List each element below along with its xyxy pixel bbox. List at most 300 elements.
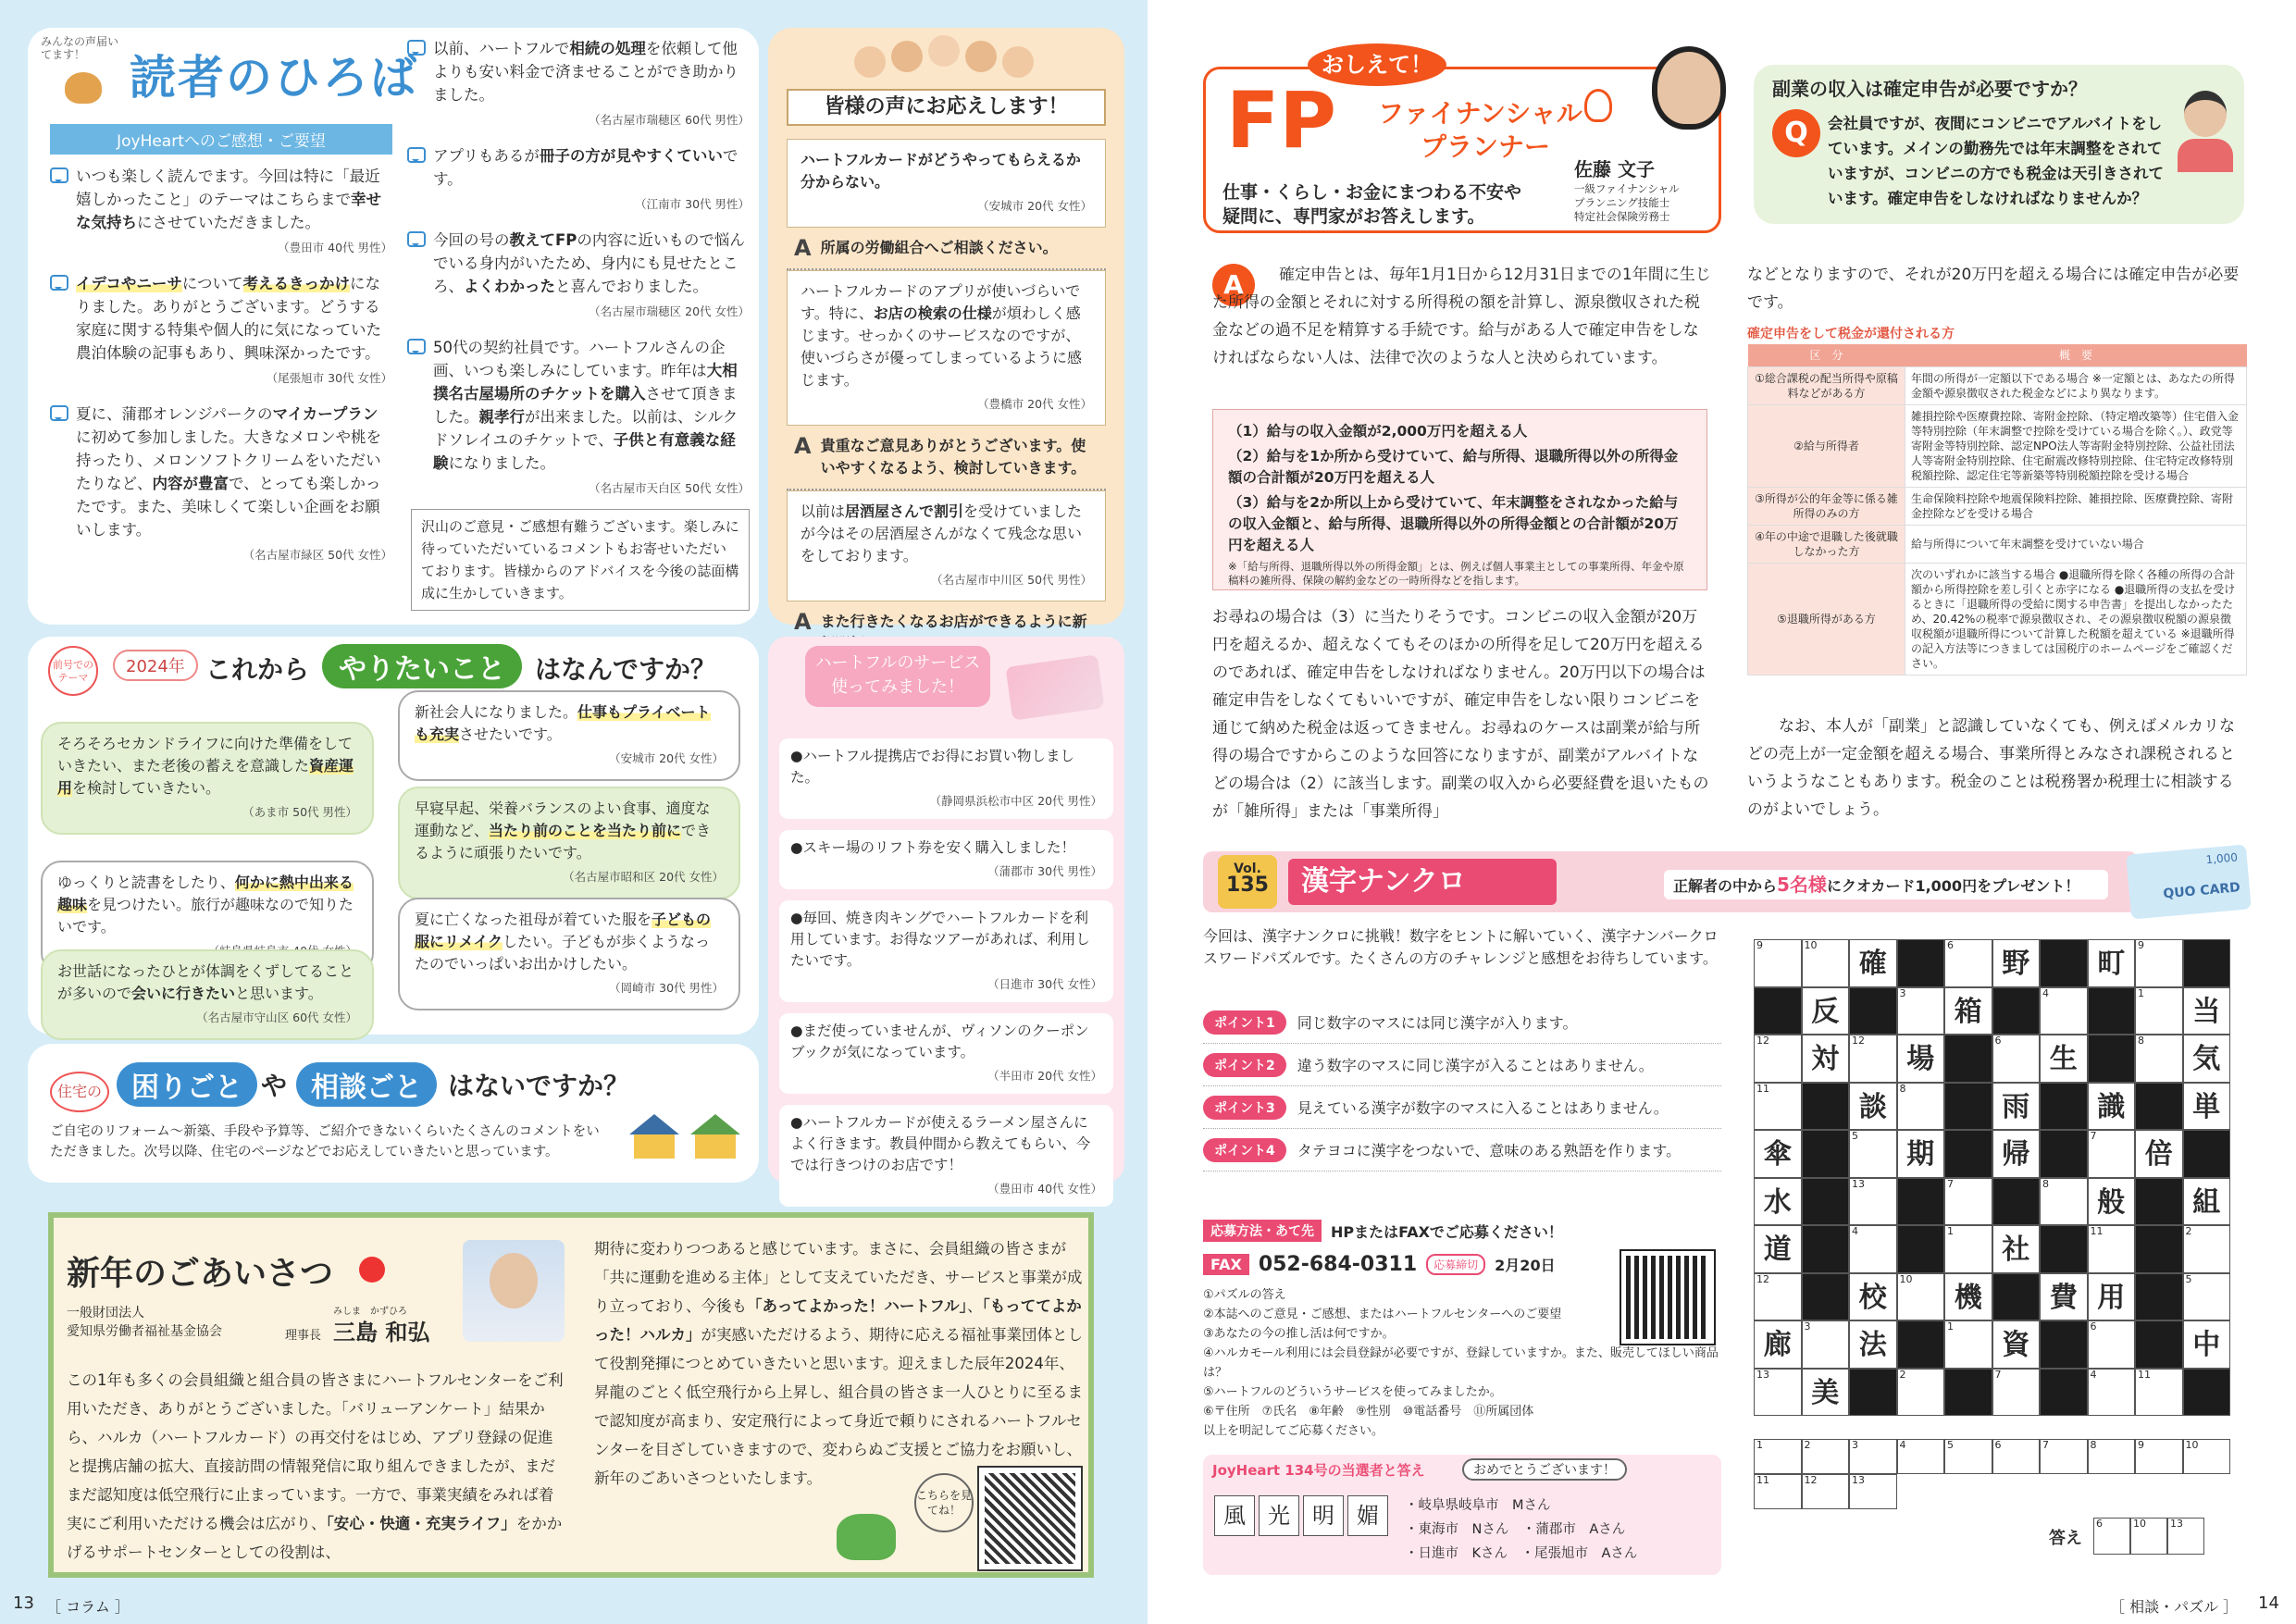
- cell-number: 8: [2138, 1035, 2144, 1047]
- text-run: 期待に変わりつつあると感じています。まさに、会員組織の皆さまが「共に運動を進める主体」として支えていただき、サービスと事業が成り立っており、今後も: [594, 1240, 1083, 1315]
- comment-attribution: （名古屋市緑区 50代 女性）: [242, 548, 392, 562]
- cell-number: 4: [1852, 1225, 1858, 1237]
- fp-kicker: おしえて！: [1308, 43, 1446, 86]
- answer-condition-list: [1212, 409, 1707, 590]
- puzzle-number-cell[interactable]: [1992, 1369, 2041, 1417]
- house-icon: [690, 1114, 740, 1160]
- puzzle-black-cell: [2040, 1225, 2088, 1273]
- puzzle-black-cell: [2040, 1083, 2088, 1131]
- point-badge: ポイント2: [1203, 1053, 1286, 1077]
- page-number-14: 14: [2258, 1593, 2279, 1613]
- puzzle-kanji-cell: 社: [1992, 1225, 2041, 1273]
- answer-p2: [1212, 603, 1712, 825]
- service-title: [805, 646, 990, 707]
- puzzle-kanji-cell: 組: [2183, 1178, 2231, 1226]
- comment-text: [433, 144, 750, 191]
- answer-box-number: 6: [2096, 1518, 2103, 1530]
- greeting-title: 新年のごあいさつ: [67, 1254, 334, 1293]
- housing-word-1: 困りごと: [117, 1062, 257, 1107]
- cell-number: 1: [1947, 1225, 1954, 1237]
- service-item: [779, 1105, 1113, 1207]
- cell-number: 6: [1994, 1035, 2002, 1047]
- qa-answer-text: 所属の労働組合へご相談ください。: [820, 239, 1058, 256]
- reader-comment: [50, 403, 392, 566]
- kanji-title: 漢字ナンクロ: [1288, 859, 1557, 905]
- service-item-text: ●毎回、焼き肉キングでハートフルカードを利用しています。お得なツアーがあれば、利用したいです。: [790, 910, 1090, 969]
- puzzle-black-cell: [1944, 1130, 1992, 1178]
- text-run: できるように頑張りたいです。: [415, 822, 712, 862]
- puzzle-number-cell[interactable]: [2088, 1130, 2136, 1178]
- puzzle-black-cell: [1944, 1035, 1992, 1083]
- qa-answer: [787, 228, 1106, 268]
- puzzle-black-cell: [2040, 1320, 2088, 1369]
- text-run: ハートフルカードのアプリが使いづらいです。特に、: [800, 282, 1081, 322]
- text-run: 会いに行きたい: [131, 985, 236, 1002]
- puzzle-kanji-cell: 当: [2183, 987, 2231, 1035]
- table-summary-cell: 生命保険料控除や地震保険料控除、雑損控除、医療費控除、寄附金控除などを受ける場合: [1905, 488, 2247, 526]
- puzzle-black-cell: [1992, 1178, 2041, 1226]
- answer-cell[interactable]: [2183, 1439, 2231, 1474]
- service-item-attribution: （半田市 20代 女性）: [987, 1069, 1102, 1083]
- reader-column-2: [407, 37, 750, 513]
- apply-item: ④ハルカモール利用には会員登録が必要ですが、登録していますか。また、販売してほしい商品は？: [1203, 1346, 1719, 1380]
- table-category-cell: ⑤退職所得がある方: [1748, 564, 1905, 676]
- answer-cell-number: 11: [1756, 1474, 1769, 1486]
- puzzle-black-cell: [1802, 1178, 1850, 1226]
- cell-number: 1: [2138, 986, 2144, 999]
- voices-card: [768, 28, 1124, 635]
- text-run: 幸せな気持ち: [76, 191, 381, 231]
- service-list: [768, 738, 1124, 1218]
- puzzle-kanji-cell: 気: [2183, 1035, 2231, 1083]
- answer-cell[interactable]: [1849, 1439, 1897, 1474]
- puzzle-kanji-cell: 美: [1802, 1369, 1850, 1417]
- cell-number: 7: [2090, 1130, 2097, 1142]
- comment-attribution: （名古屋市瑞穂区 60代 男性）: [589, 113, 750, 127]
- puzzle-number-cell[interactable]: [1802, 939, 1850, 987]
- fp-lead-2: 疑問に、専門家がお答えします。: [1222, 206, 1485, 227]
- puzzle-number-cell[interactable]: [1754, 1369, 1802, 1417]
- puzzle-number-cell[interactable]: [2135, 1369, 2183, 1417]
- speech-bubble-icon: [50, 275, 68, 291]
- table-category-cell: ①総合課税の配当所得や原稿料などがある方: [1748, 367, 1905, 405]
- reader-comment: [50, 272, 392, 390]
- service-item: [779, 900, 1113, 1002]
- kanji-point: [1203, 1129, 1721, 1172]
- fp-expert-title-1: 一級ファイナンシャル: [1574, 182, 1680, 195]
- text-run: です。: [433, 147, 738, 188]
- reader-comment: [50, 165, 392, 259]
- theme-title-post: はなんですか？: [535, 654, 717, 685]
- puzzle-number-cell[interactable]: [1944, 1320, 1992, 1369]
- text-run: と思います。: [235, 985, 323, 1002]
- answer-cell-number: 13: [1852, 1474, 1865, 1486]
- cell-number: 7: [1947, 1177, 1954, 1190]
- text-run: 何かに熱中出来る趣味: [57, 874, 354, 913]
- text-run: この1年も多くの会員組織と組合員の皆さまにハートフルセンターをご利用いただき、ありがとうございました。「バリューアンケート」結果から、ハルカ（ハートフルカード）の再交付をはじめ、アプリ登録の促進と提携店舗の拡大、直接訪問の情報発信に取り組んできましたが、まだまだ認知度は低空飛行に止まっています。一方で、事業実績をみれば着実にご利用いただける機会は広がり、: [67, 1371, 564, 1532]
- comment-attribution: （江南市 30代 男性）: [635, 197, 750, 211]
- cell-number: 11: [2138, 1368, 2151, 1381]
- kanji-prize-post: にクオカード1,000円をプレゼント！: [1826, 877, 2080, 895]
- service-item-text: ●ハートフルカードが使えるラーメン屋さんによく行きます。教員仲間から教えてもらい、今では行きつけのお店です！: [790, 1114, 1091, 1173]
- service-title-2: 使ってみました！: [831, 677, 964, 697]
- fp-name-1: ファイナンシャル: [1378, 98, 1582, 129]
- puzzle-number-cell[interactable]: [2088, 1320, 2136, 1369]
- refund-table-title: 確定申告をして税金が還付される方: [1747, 327, 1955, 341]
- bubble-attribution: （安城市 20代 女性）: [609, 751, 724, 765]
- text-run: 大相撲名古屋場所のチケットを購入: [433, 362, 738, 403]
- answer-cell-number: 5: [1947, 1439, 1954, 1451]
- puzzle-black-cell: [1802, 1225, 1850, 1273]
- expert-portrait: [1652, 46, 1726, 130]
- theme-title-pre: これから: [205, 654, 310, 685]
- theme-bubble: [398, 787, 740, 899]
- president-photo: [463, 1240, 565, 1342]
- theme-bubble: [41, 722, 374, 835]
- puzzle-number-cell[interactable]: [2088, 1225, 2136, 1273]
- bubble-attribution: （岡崎市 30代 男性）: [609, 981, 724, 995]
- text-run: アプリもあるが: [433, 147, 540, 165]
- fp-expert-titles: [1574, 182, 1680, 224]
- winner-entry: ・岐阜県岐阜市 Mさん: [1405, 1498, 1551, 1513]
- condition-item: （1）給与の収入金額が2,000万円を超える人: [1228, 423, 1528, 440]
- reader-comment: [407, 229, 750, 323]
- answer-cell[interactable]: [1897, 1439, 1945, 1474]
- text-run: 夏に、蒲郡オレンジパークの: [76, 405, 273, 423]
- puzzle-kanji-cell: 帰: [1992, 1130, 2041, 1178]
- cell-number: 3: [1899, 986, 1906, 999]
- comment-text: [433, 229, 750, 298]
- text-run: が出来ました。以前は、シルクドソレイユのチケットで、: [433, 408, 738, 449]
- housing-mid: や: [261, 1071, 288, 1101]
- cell-number: 7: [1994, 1368, 2002, 1381]
- answer-cell-number: 3: [1852, 1439, 1858, 1451]
- table-category-cell: ②給与所得者: [1748, 405, 1905, 488]
- puzzle-black-cell: [1849, 1369, 1897, 1417]
- voices-title: 皆様の声にお応えします！: [787, 89, 1106, 126]
- kanji-banner: [1203, 851, 2138, 912]
- qa-question: [787, 270, 1106, 426]
- heartful-card-image: [1005, 654, 1104, 720]
- cell-number: 5: [1852, 1130, 1858, 1142]
- text-run: の内容に近いもので悩んでいる身内がいたため、身内にも見せたところ、: [433, 231, 745, 295]
- text-run: 冊子の方が見やすくていい: [539, 147, 723, 165]
- reader-title: 読者のひろば: [130, 51, 418, 105]
- text-run: 50代の契約社員です。ハートフルさんの企画、いつも楽しみにしています。昨年は: [433, 339, 726, 379]
- puzzle-black-cell: [1897, 1178, 1945, 1226]
- text-run: 夏に亡くなった祖母が着ていた服を: [415, 911, 652, 928]
- text-run: ハートフルカードがどうやってもらえるか分からない。: [800, 151, 1081, 191]
- reader-column-1: [50, 165, 392, 579]
- text-run: 「もっててよかった！ハルカ」: [594, 1297, 1082, 1344]
- kanji-points: [1203, 1001, 1721, 1172]
- answer-cell[interactable]: [1849, 1474, 1897, 1509]
- table-header-cell: 概 要: [1905, 344, 2247, 367]
- winner-answer-cell: 媚: [1347, 1495, 1388, 1536]
- service-item-attribution: （蒲郡市 30代 男性）: [987, 864, 1102, 878]
- cell-number: 9: [1756, 939, 1763, 951]
- comment-attribution: （豊田市 40代 男性）: [278, 241, 392, 254]
- service-item-text: ●スキー場のリフト券を安く購入しました！: [790, 839, 1076, 856]
- cell-number: 4: [2090, 1368, 2097, 1381]
- kanji-vol-label: Vol.: [1234, 862, 1261, 876]
- puzzle-number-cell[interactable]: [1992, 1035, 2041, 1083]
- answer-cell-number: 9: [2138, 1439, 2144, 1451]
- answer-cell[interactable]: [1992, 1439, 2041, 1474]
- deadline-label: 応募締切: [1426, 1254, 1485, 1275]
- puzzle-number-cell[interactable]: [2040, 987, 2088, 1035]
- table-row: [1748, 564, 2247, 676]
- puzzle-black-cell: [2183, 939, 2231, 987]
- puzzle-kanji-cell: 費: [2040, 1273, 2088, 1321]
- puzzle-kanji-cell: 場: [1897, 1035, 1945, 1083]
- cell-number: 6: [1947, 939, 1954, 951]
- section-label-puzzle: ［ 相談・パズル ］: [2110, 1598, 2239, 1616]
- apply-item: 以上を明記してご応募ください。: [1203, 1424, 1384, 1438]
- reader-subtitle: JoyHeartへのご感想・ご要望: [50, 124, 392, 155]
- answer-cell-number: 7: [2042, 1439, 2049, 1451]
- point-text: 違う数字のマスに同じ漢字が入ることはありません。: [1297, 1057, 1654, 1074]
- answer-box-cell[interactable]: [2130, 1518, 2167, 1555]
- text-run: 、: [966, 1297, 983, 1315]
- text-run: 子どもの服にリメイク: [415, 911, 712, 950]
- text-run: ゆっくりと読書をしたり、: [57, 874, 235, 891]
- answer-cell-number: 12: [1804, 1474, 1818, 1486]
- answer-p1: 確定申告とは、毎年1月1日から12月31日までの1年間に生じた所得の金額とそれに対する所得税の額を計算し、源泉徴収された税金などの過不足を精算する手続です。給与がある人で確定申告をしなければならない人は、法律で次のような人と決められています。: [1212, 266, 1711, 367]
- theme-badge-top: 前号での: [53, 659, 93, 671]
- puzzle-black-cell: [1897, 1225, 1945, 1273]
- puzzle-number-cell[interactable]: [2088, 1369, 2136, 1417]
- puzzle-number-cell[interactable]: [2135, 987, 2183, 1035]
- puzzle-kanji-cell: 機: [1944, 1273, 1992, 1321]
- kanji-point: [1203, 1001, 1721, 1044]
- text-run: 資産運用: [57, 757, 354, 797]
- puzzle-black-cell: [1944, 1083, 1992, 1131]
- table-summary-cell: 次のいずれかに該当する場合 ●退職所得を除く各種の所得の合計額から所得控除を差し引くと赤字になる ●退職所得の支払を受けるときに「退職所得の受給に関する申告書」を提出しなかったため、20.42%の税率で源泉徴収され、その源泉徴収税額の源泉徴収税額が退職所得について計算した税額を超えている ※退職所得の記入方法等につきましては国税庁のホームページをご確認ください。: [1905, 564, 2247, 676]
- page-number-13: 13: [13, 1593, 34, 1613]
- answer-cell[interactable]: [2040, 1439, 2088, 1474]
- comment-text: [76, 165, 392, 234]
- puzzle-number-cell[interactable]: [2135, 939, 2183, 987]
- cell-number: 11: [1756, 1082, 1769, 1095]
- text-run: そろそろセカンドライフに向けた準備をしていきたい、また老後の蓄えを意識した: [57, 735, 354, 775]
- winner-answer-cell: 風: [1214, 1495, 1255, 1536]
- cell-number: 4: [2042, 986, 2049, 999]
- puzzle-number-cell[interactable]: [2183, 1273, 2231, 1321]
- point-badge: ポイント4: [1203, 1138, 1286, 1162]
- condition-item: （3）給与を2か所以上から受けていて、年末調整をされなかった給与の収入金額と、給与所得、退職所得以外の所得金額との合計額が20万円を超える人: [1228, 494, 1679, 553]
- table-category-cell: ④年の中途で退職した後就職しなかった方: [1748, 526, 1905, 564]
- table-row: [1748, 405, 2247, 488]
- puzzle-kanji-cell: 資: [1992, 1320, 2041, 1369]
- puzzle-number-cell[interactable]: [1754, 939, 1802, 987]
- point-badge: ポイント3: [1203, 1096, 1286, 1120]
- puzzle-number-cell[interactable]: [1944, 939, 1992, 987]
- puzzle-number-cell[interactable]: [2183, 1225, 2231, 1273]
- text-run: 親孝行: [478, 408, 525, 426]
- fp-lead-1: 仕事・くらし・お金にまつわる不安や: [1222, 182, 1522, 203]
- puzzle-kanji-cell: 雨: [1992, 1083, 2041, 1131]
- puzzle-black-cell: [2135, 1225, 2183, 1273]
- qa-question-attribution: （名古屋市中川区 50代 男性）: [931, 573, 1092, 587]
- text-run: 早寝早起、栄養バランスのよい食事、適度な運動など、: [415, 800, 711, 839]
- text-run: したい。子どもが歩くようなったのでいっぱいお出かけしたい。: [415, 933, 711, 973]
- puzzle-kanji-cell: 識: [2088, 1083, 2136, 1131]
- cat-icon: [65, 72, 102, 104]
- puzzle-number-cell[interactable]: [1897, 987, 1945, 1035]
- refund-table-block: [1747, 324, 2247, 676]
- service-item-text: ●まだ使っていませんが、ヴィソンのクーポンブックが気になっています。: [790, 1023, 1089, 1060]
- apply-item: ①パズルの答え: [1203, 1288, 1286, 1302]
- text-run: に初めて参加しました。大きなメロンや桃を持ったり、メロンソフトクリームをいただいたりなど、: [76, 428, 381, 492]
- housing-word-2: 相談ごと: [296, 1062, 437, 1107]
- text-run: 内容が豊富: [152, 475, 229, 492]
- fp-name-2: プランナー: [1421, 131, 1551, 162]
- kanji-puzzle-grid[interactable]: [1754, 939, 2230, 1416]
- puzzle-number-cell[interactable]: [1849, 1035, 1897, 1083]
- puzzle-kanji-cell: 廊: [1754, 1320, 1802, 1369]
- puzzle-black-cell: [1802, 1130, 1850, 1178]
- quo-card-label: QUO CARD: [2162, 880, 2241, 902]
- answer-box[interactable]: [2093, 1518, 2214, 1555]
- puzzle-number-cell[interactable]: [1754, 1035, 1802, 1083]
- winner-entry: ・日進市 Kさん ・尾張旭市 Aさん: [1405, 1546, 1638, 1561]
- answer-note: ※「給与所得、退職所得以外の所得金額」とは、例えば個人事業主としての事業所得、年金や原稿料の雑所得、保険の解約金などの一時所得などを指します。: [1228, 560, 1684, 587]
- text-run: を見つけたい。旅行が趣味なので知りたいです。: [57, 896, 354, 936]
- speech-bubble-icon: [50, 167, 68, 183]
- puzzle-number-cell[interactable]: [1849, 1130, 1897, 1178]
- puzzle-black-cell: [1944, 1369, 1992, 1417]
- puzzle-kanji-cell: 談: [1849, 1083, 1897, 1131]
- cell-number: 13: [1756, 1368, 1769, 1381]
- answer-grid[interactable]: [1754, 1439, 2198, 1513]
- puzzle-black-cell: [2040, 1130, 2088, 1178]
- text-run: させて頂きました。: [433, 385, 738, 426]
- point-badge: ポイント1: [1203, 1010, 1286, 1035]
- answer-cell[interactable]: [2088, 1439, 2136, 1474]
- puzzle-number-cell[interactable]: [1802, 1320, 1850, 1369]
- qa-answer-text: また行きたくなるお店ができるように新: [820, 613, 1087, 630]
- answer-p4: などとなりますので、それが20万円を超える場合には確定申告が必要です。: [1747, 266, 2240, 312]
- puzzle-number-cell[interactable]: [1944, 1178, 1992, 1226]
- cell-number: 3: [1804, 1320, 1811, 1333]
- text-run: 考えるきっかけ: [242, 275, 351, 292]
- text-run: になりました。: [448, 454, 555, 472]
- comment-attribution: （名古屋市天白区 50代 女性）: [589, 481, 750, 495]
- service-item-attribution: （豊田市 40代 女性）: [987, 1182, 1102, 1196]
- answer-box-cell[interactable]: [2167, 1518, 2204, 1555]
- cell-number: 10: [1804, 939, 1818, 951]
- puzzle-black-cell: [2135, 1273, 2183, 1321]
- lightbulb-icon: [1584, 89, 1612, 122]
- puzzle-number-cell[interactable]: [1897, 1369, 1945, 1417]
- answer-cell[interactable]: [1754, 1439, 1802, 1474]
- theme-year: 2024年: [113, 650, 198, 681]
- puzzle-kanji-cell: 傘: [1754, 1130, 1802, 1178]
- text-run: をかかげるサポートセンターとしての役割は、: [67, 1515, 563, 1561]
- qr-code-icon[interactable]: [979, 1468, 1081, 1569]
- people-illustration: [824, 33, 1064, 89]
- answer-cell[interactable]: [1944, 1439, 1992, 1474]
- puzzle-kanji-cell: 単: [2183, 1083, 2231, 1131]
- comment-text: [433, 37, 750, 106]
- text-run: お店の検索の仕様: [873, 304, 992, 322]
- apply-item: ⑤ハートフルのどういうサービスを使ってみましたか。: [1203, 1385, 1502, 1399]
- speech-bubble-icon: [50, 405, 68, 421]
- qr-code-icon[interactable]: [1621, 1251, 1714, 1344]
- flower-icon: [359, 1257, 385, 1283]
- puzzle-number-cell[interactable]: [2040, 1178, 2088, 1226]
- puzzle-black-cell: [1802, 1273, 1850, 1321]
- table-summary-cell: 給与所得について年末調整を受けていない場合: [1905, 526, 2247, 564]
- puzzle-number-cell[interactable]: [1897, 1083, 1945, 1131]
- speech-bubble-icon: [407, 231, 426, 247]
- puzzle-kanji-cell: 法: [1849, 1320, 1897, 1369]
- puzzle-kanji-cell: 校: [1849, 1273, 1897, 1321]
- answer-box-cell[interactable]: [2093, 1518, 2130, 1555]
- a-badge: A: [1212, 264, 1255, 306]
- housing-label: 住宅の: [50, 1072, 109, 1112]
- question-title: 副業の収入は確定申告が必要ですか？: [1772, 78, 2087, 100]
- greeting-box: [48, 1212, 1094, 1578]
- service-item: [779, 738, 1113, 819]
- text-run: 教えてFP: [509, 231, 577, 249]
- table-row: [1748, 526, 2247, 564]
- puzzle-number-cell[interactable]: [1754, 1273, 1802, 1321]
- puzzle-number-cell[interactable]: [1754, 1083, 1802, 1131]
- answer-p5: なお、本人が「副業」と認識していなくても、例えばメルカリなどの売上が一定金額を超える場合、事業所得とみなされ課税されるというようなこともあります。税金のことは税務署か税理士に相談するのがよいでしょう。: [1747, 717, 2235, 819]
- text-run: させたいです。: [459, 725, 562, 743]
- apply-item: ⑥〒住所 ⑦氏名 ⑧年齢 ⑨性別 ⑩電話番号 ⑪所属団体: [1203, 1405, 1534, 1419]
- cell-number: 2: [1899, 1368, 1906, 1381]
- fp-expert-name: 佐藤 文子: [1574, 158, 1655, 180]
- greeting-org-2: 愛知県労働者福祉基金協会: [67, 1324, 222, 1339]
- comment-text: [433, 336, 750, 475]
- greeting-body-2: [594, 1234, 1085, 1493]
- answer-cell[interactable]: [2135, 1439, 2183, 1474]
- puzzle-number-cell[interactable]: [1897, 1273, 1945, 1321]
- theme-badge: [48, 646, 98, 696]
- puzzle-black-cell: [1897, 939, 1945, 987]
- text-run: 以前、ハートフルで: [433, 40, 570, 57]
- cell-number: 10: [1899, 1272, 1913, 1285]
- greeting-body-1: [67, 1366, 566, 1567]
- condition-item: （2）給与を1か所から受けていて、給与所得、退職所得以外の所得金額の合計額が20万円を超える人: [1228, 448, 1679, 486]
- apply-text: HPまたはFAXでご応募ください！: [1331, 1222, 1563, 1241]
- puzzle-black-cell: [2040, 939, 2088, 987]
- puzzle-number-cell[interactable]: [1944, 1225, 1992, 1273]
- cell-number: 11: [2090, 1225, 2104, 1237]
- answer-cell[interactable]: [1802, 1439, 1850, 1474]
- bubble-attribution: （あま市 50代 男性）: [242, 805, 357, 819]
- kanji-prize: [1664, 870, 2108, 899]
- kanji-point: [1203, 1044, 1721, 1086]
- comment-attribution: （尾張旭市 30代 女性）: [266, 371, 392, 385]
- cell-number: 12: [1852, 1035, 1865, 1047]
- puzzle-number-cell[interactable]: [1849, 1178, 1897, 1226]
- answer-box-number: 10: [2133, 1518, 2146, 1530]
- greeting-org-1: 一般財団法人: [67, 1306, 144, 1320]
- puzzle-number-cell[interactable]: [2135, 1035, 2183, 1083]
- qa-question: [787, 490, 1106, 601]
- puzzle-kanji-cell: 反: [1802, 987, 1850, 1035]
- answer-mark: A: [794, 433, 812, 459]
- answer-cell[interactable]: [1754, 1474, 1802, 1509]
- answer-cell[interactable]: [1802, 1474, 1850, 1509]
- service-card: [768, 637, 1124, 1196]
- puzzle-number-cell[interactable]: [1849, 1225, 1897, 1273]
- greeting-role: 理事長: [285, 1329, 322, 1343]
